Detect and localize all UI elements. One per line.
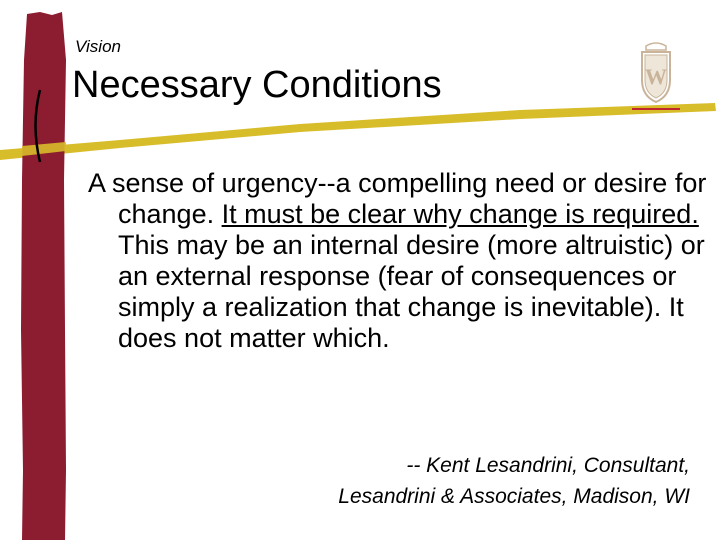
body-text-part2: This may be an internal desire (more altruistic) or an external response (fear of consequences or simply a realization that change is inevitable). It does not matter which. <box>118 230 705 353</box>
maroon-bar <box>21 12 66 540</box>
body-paragraph <box>88 168 720 354</box>
gold-stroke <box>0 103 716 160</box>
slide-subtitle: Vision <box>75 37 121 56</box>
attribution-line1: -- Kent Lesandrini, Consultant, <box>406 454 690 477</box>
slide-title: Necessary Conditions <box>72 64 442 106</box>
university-crest-logo <box>632 40 680 112</box>
attribution-line2: Lesandrini & Associates, Madison, WI <box>338 485 690 508</box>
body-text-part1: A sense of urgency--a compelling need or desire for change. <box>88 168 707 229</box>
attribution <box>338 450 690 512</box>
body-text-underlined: It must be clear why change is required. <box>221 199 699 229</box>
svg-text:W: W <box>645 64 667 89</box>
